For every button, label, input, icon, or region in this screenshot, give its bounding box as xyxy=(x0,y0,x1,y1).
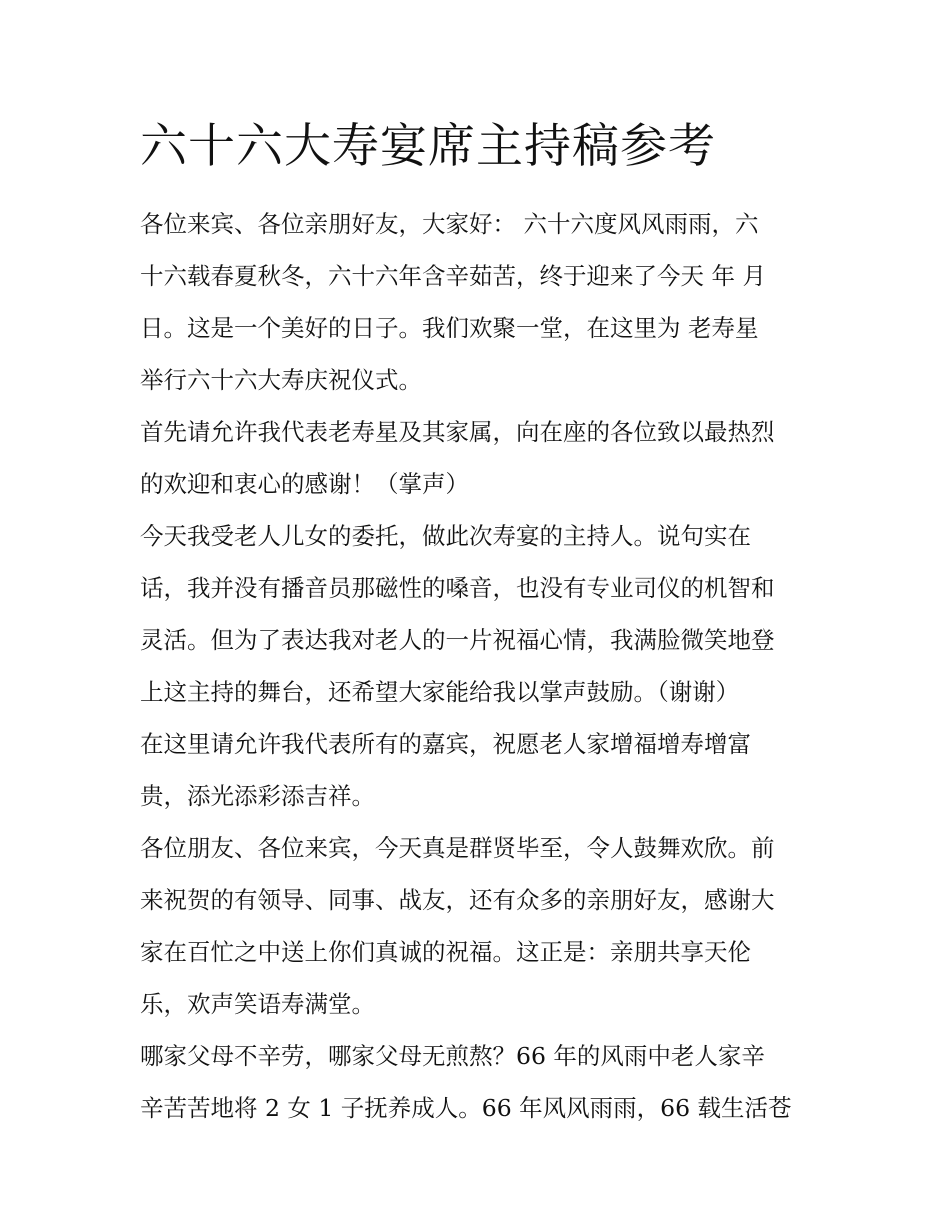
text-line: 首先请允许我代表老寿星及其家属，向在座的各位致以最热烈 xyxy=(140,418,775,446)
text-line: 乐，欢声笑语寿满堂。 xyxy=(140,990,375,1018)
text-line: 家在百忙之中送上你们真诚的祝福。这正是：亲朋共享天伦 xyxy=(140,938,751,966)
document-body xyxy=(140,198,820,1134)
paragraph-host-intro xyxy=(140,510,820,718)
text-line: 哪家父母不辛劳，哪家父母无煎熬？66 年的风雨中老人家辛 xyxy=(140,1042,765,1070)
text-line: 来祝贺的有领导、同事、战友，还有众多的亲朋好友，感谢大 xyxy=(140,886,775,914)
paragraph-greeting xyxy=(140,198,820,406)
text-line: 灵活。但为了表达我对老人的一片祝福心情，我满脸微笑地登 xyxy=(140,626,775,654)
text-line: 举行六十六大寿庆祝仪式。 xyxy=(140,366,422,394)
paragraph-guests xyxy=(140,822,820,1030)
text-line: 上这主持的舞台，还希望大家能给我以掌声鼓励。（谢谢） xyxy=(140,678,740,706)
paragraph-welcome xyxy=(140,406,820,510)
paragraph-parents xyxy=(140,1030,820,1134)
text-line: 的欢迎和衷心的感谢！（掌声） xyxy=(140,470,469,498)
text-line: 各位朋友、各位来宾，今天真是群贤毕至，令人鼓舞欢欣。前 xyxy=(140,834,775,862)
text-line: 辛苦苦地将 2 女 1 子抚养成人。66 年风风雨雨，66 载生活苍 xyxy=(140,1094,792,1122)
text-line: 在这里请允许我代表所有的嘉宾，祝愿老人家增福增寿增富 xyxy=(140,730,751,758)
text-line: 今天我受老人儿女的委托，做此次寿宴的主持人。说句实在 xyxy=(140,522,751,550)
paragraph-blessing xyxy=(140,718,820,822)
text-line: 话，我并没有播音员那磁性的嗓音，也没有专业司仪的机智和 xyxy=(140,574,775,602)
text-line: 日。这是一个美好的日子。我们欢聚一堂，在这里为 老寿星 xyxy=(140,314,759,342)
text-line: 各位来宾、各位亲朋好友，大家好： 六十六度风风雨雨，六 xyxy=(140,210,759,238)
document-title: 六十六大寿宴席主持稿参考 xyxy=(140,119,716,174)
text-line: 贵，添光添彩添吉祥。 xyxy=(140,782,375,810)
text-line: 十六载春夏秋冬，六十六年含辛茹苦，终于迎来了今天 年 月 xyxy=(140,262,766,290)
